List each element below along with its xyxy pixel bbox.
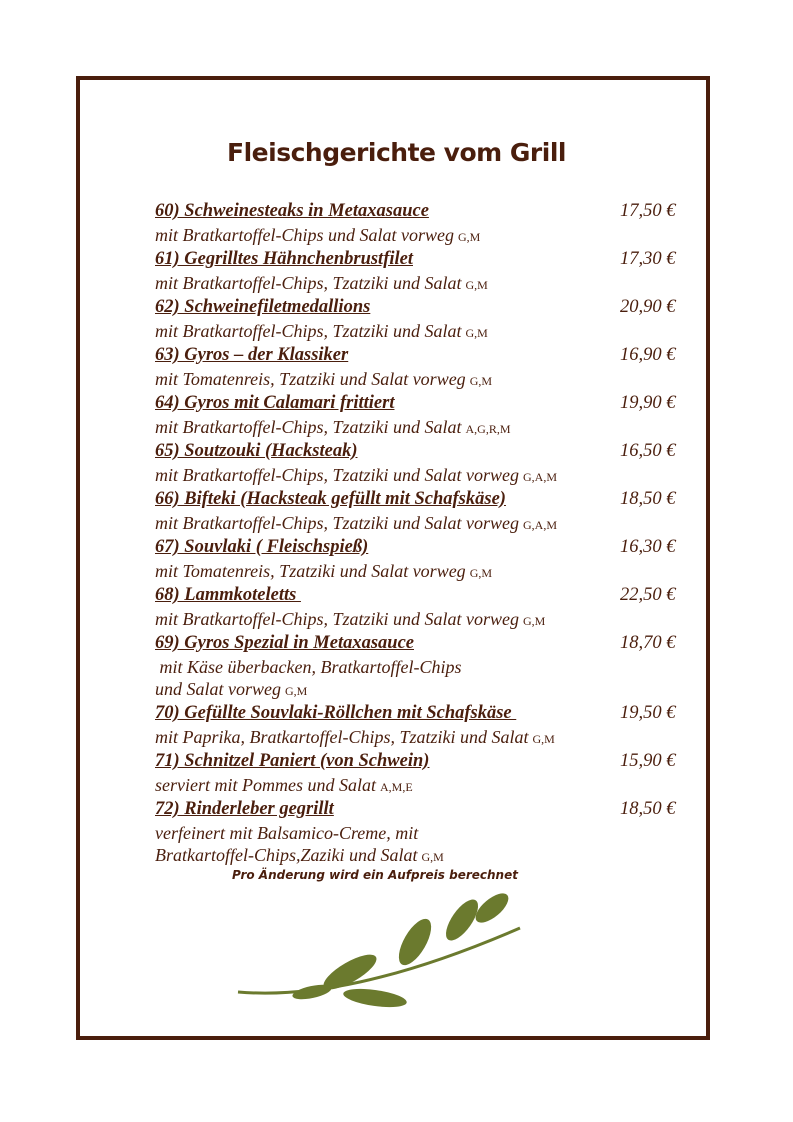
menu-item-price: 17,30 € xyxy=(620,249,676,269)
menu-item-description-text: serviert mit Pommes und Salat xyxy=(155,775,376,795)
menu-item-price: 18,70 € xyxy=(620,633,676,653)
menu-item xyxy=(155,582,695,630)
menu-item-allergens: G,M xyxy=(458,230,481,244)
menu-item-allergens: G,M xyxy=(285,684,308,698)
menu-item-description-text: mit Käse überbacken, Bratkartoffel-Chips xyxy=(155,657,462,677)
menu-item-description-text: mit Bratkartoffel-Chips, Tzatziki und Salat vorweg xyxy=(155,609,519,629)
menu-item-description xyxy=(155,320,695,342)
menu-item-allergens: G,A,M xyxy=(523,518,558,532)
menu-item-description xyxy=(155,272,695,294)
menu-item-description xyxy=(155,608,695,630)
menu-item xyxy=(155,534,695,582)
menu-item-allergens: A,G,R,M xyxy=(465,422,511,436)
menu-item xyxy=(155,630,695,700)
menu-item-header xyxy=(155,246,695,272)
menu-item xyxy=(155,342,695,390)
menu-item-description-text: mit Bratkartoffel-Chips, Tzatziki und Salat xyxy=(155,321,462,341)
menu-item-description-text: und Salat vorweg xyxy=(155,679,281,699)
menu-item-description xyxy=(155,224,695,246)
menu-item-description-text: mit Bratkartoffel-Chips, Tzatziki und Salat vorweg xyxy=(155,513,519,533)
menu-item-header xyxy=(155,796,695,822)
menu-item-allergens: G,M xyxy=(465,278,488,292)
menu-item-header xyxy=(155,198,695,224)
menu-item-price: 20,90 € xyxy=(620,297,676,317)
menu-item-header xyxy=(155,700,695,726)
menu-item-price: 15,90 € xyxy=(620,751,676,771)
menu-item-price: 16,90 € xyxy=(620,345,676,365)
menu-item-header xyxy=(155,390,695,416)
menu-item-description xyxy=(155,512,695,534)
menu-item-description-text: mit Tomatenreis, Tzatziki und Salat vorweg xyxy=(155,561,466,581)
menu-item xyxy=(155,438,695,486)
menu-item-description xyxy=(155,726,695,748)
menu-item-name: 72) Rinderleber gegrillt xyxy=(155,799,334,819)
menu-item-allergens: A,M,E xyxy=(379,780,413,794)
menu-item-allergens: G,A,M xyxy=(523,470,558,484)
menu-item-header xyxy=(155,342,695,368)
menu-item-description-text: mit Tomatenreis, Tzatziki und Salat vorweg xyxy=(155,369,466,389)
menu-item-header xyxy=(155,438,695,464)
menu-item-name: 70) Gefüllte Souvlaki-Röllchen mit Schafskäse xyxy=(155,703,517,723)
menu-item-name: 63) Gyros – der Klassiker xyxy=(155,345,349,365)
menu-item-description xyxy=(155,656,695,678)
menu-item-allergens: G,M xyxy=(532,732,555,746)
menu-item xyxy=(155,294,695,342)
menu-item xyxy=(155,246,695,294)
menu-item-price: 17,50 € xyxy=(620,201,676,221)
menu-item-allergens: G,M xyxy=(421,850,444,864)
menu-item-price: 16,50 € xyxy=(620,441,676,461)
menu-item-description-text: mit Bratkartoffel-Chips, Tzatziki und Salat vorweg xyxy=(155,465,519,485)
menu-item-header xyxy=(155,486,695,512)
menu-item xyxy=(155,796,695,866)
menu-item-description xyxy=(155,464,695,486)
menu-item-name: 66) Bifteki (Hacksteak gefüllt mit Schafskäse) xyxy=(155,489,506,509)
menu-item-allergens: G,M xyxy=(465,326,488,340)
menu-item-price: 19,90 € xyxy=(620,393,676,413)
menu-item-description-text: mit Paprika, Bratkartoffel-Chips, Tzatziki und Salat xyxy=(155,727,529,747)
menu-item-allergens: G,M xyxy=(469,566,493,580)
menu-item-price: 16,30 € xyxy=(620,537,676,557)
menu-item-header xyxy=(155,630,695,656)
menu-item-name: 64) Gyros mit Calamari frittiert xyxy=(155,393,395,413)
menu-item-price: 18,50 € xyxy=(620,799,676,819)
page-title: Fleischgerichte vom Grill xyxy=(227,138,566,167)
menu-list xyxy=(155,198,695,866)
menu-item-price: 19,50 € xyxy=(620,703,676,723)
menu-item-description xyxy=(155,416,695,438)
olive-branch-icon xyxy=(230,880,530,1010)
menu-item xyxy=(155,198,695,246)
menu-item-header xyxy=(155,582,695,608)
menu-item-allergens: G,M xyxy=(469,374,493,388)
menu-item-header xyxy=(155,534,695,560)
menu-item xyxy=(155,390,695,438)
menu-item-description-text: verfeinert mit Balsamico-Creme, mit xyxy=(155,823,419,843)
menu-item-description xyxy=(155,844,695,866)
menu-item-name: 71) Schnitzel Paniert (von Schwein) xyxy=(155,751,430,771)
menu-item-description-text: mit Bratkartoffel-Chips, Tzatziki und Salat xyxy=(155,273,462,293)
menu-item-description-text: Bratkartoffel-Chips,Zaziki und Salat xyxy=(155,845,418,865)
menu-item-header xyxy=(155,748,695,774)
menu-item-description-text: mit Bratkartoffel-Chips und Salat vorweg xyxy=(155,225,454,245)
menu-item xyxy=(155,486,695,534)
menu-item-description xyxy=(155,774,695,796)
menu-item-name: 60) Schweinesteaks in Metaxasauce xyxy=(155,201,429,221)
menu-item-description xyxy=(155,822,695,844)
menu-item-price: 22,50 € xyxy=(620,585,676,605)
menu-item-name: 61) Gegrilltes Hähnchenbrustfilet xyxy=(155,249,413,269)
menu-item-name: 68) Lammkoteletts xyxy=(155,585,301,605)
menu-item-name: 67) Souvlaki ( Fleischspieß) xyxy=(155,537,369,557)
menu-item-allergens: G,M xyxy=(523,614,546,628)
menu-item-name: 65) Soutzouki (Hacksteak) xyxy=(155,441,358,461)
menu-item xyxy=(155,748,695,796)
menu-item xyxy=(155,700,695,748)
menu-item-description xyxy=(155,368,695,390)
menu-item-price: 18,50 € xyxy=(620,489,676,509)
menu-item-name: 69) Gyros Spezial in Metaxasauce xyxy=(155,633,414,653)
menu-item-description-text: mit Bratkartoffel-Chips, Tzatziki und Salat xyxy=(155,417,462,437)
menu-item-header xyxy=(155,294,695,320)
menu-item-name: 62) Schweinefiletmedallions xyxy=(155,297,371,317)
menu-item-description xyxy=(155,678,695,700)
menu-item-description xyxy=(155,560,695,582)
price-change-note: Pro Änderung wird ein Aufpreis berechnet xyxy=(232,868,518,882)
